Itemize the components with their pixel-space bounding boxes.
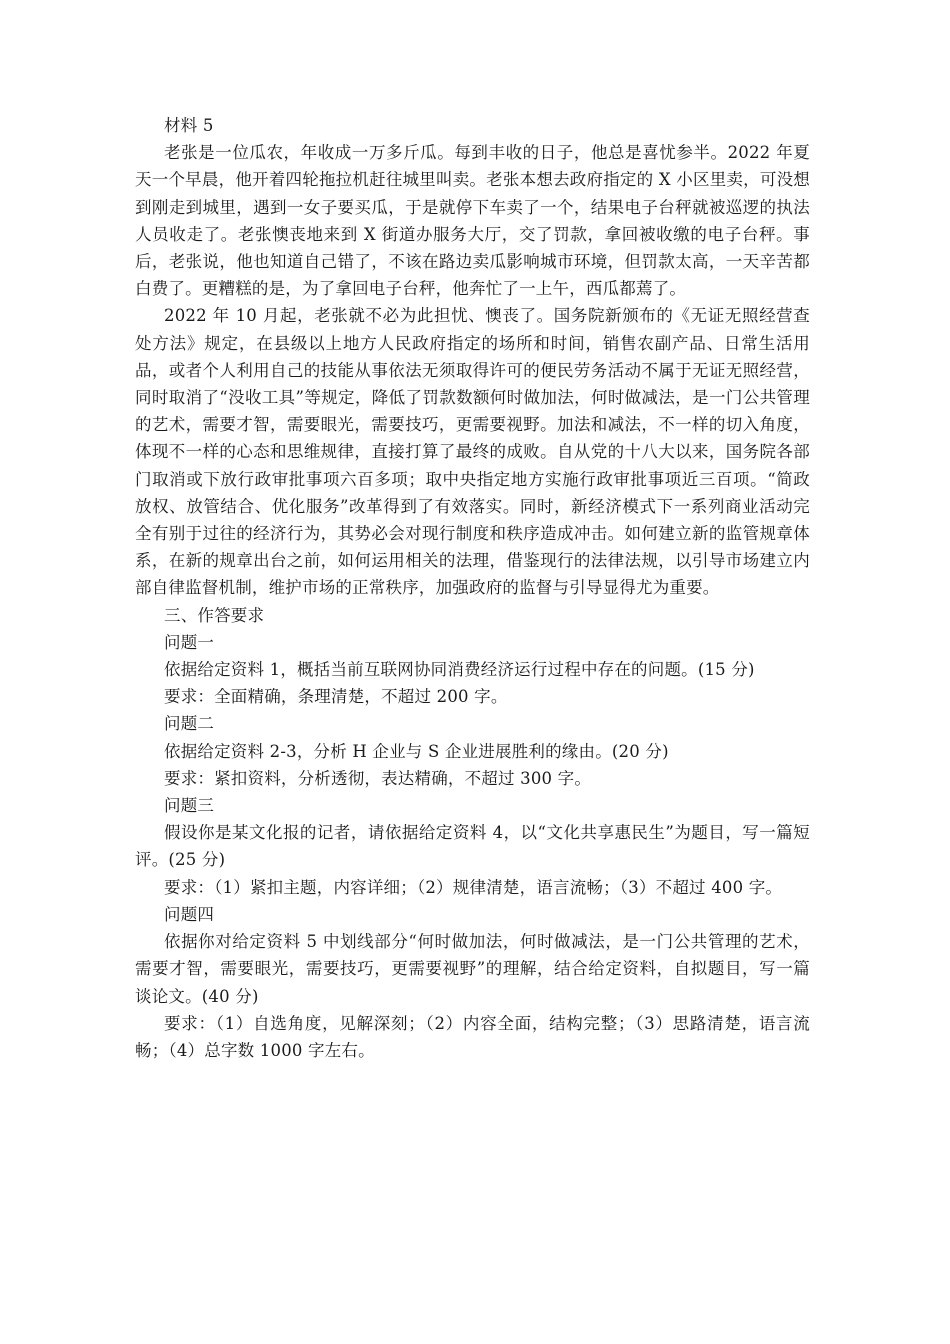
question-4-title: 问题四	[164, 904, 215, 924]
question-3-prompt: 假设你是某文化报的记者，请依据给定资料 4，以“文化共享惠民生”为题目，写一篇短评。(25 分)	[135, 823, 810, 870]
question-3-requirement: 要求：（1）紧扣主题，内容详细；（2）规律清楚，语言流畅；（3）不超过 400 字。	[164, 877, 783, 897]
question-4-prompt: 依据你对给定资料 5 中划线部分“何时做加法，何时做减法，是一门公共管理的艺术，需要才智，需要眼光，需要技巧，更需要视野”的理解，结合给定资料，自拟题目，写一篇谈论文。(40 分)	[135, 932, 810, 1006]
question-2-prompt: 依据给定资料 2-3，分析 H 企业与 S 企业进展胜利的缘由。(20 分)	[164, 741, 669, 761]
question-2-title: 问题二	[164, 714, 215, 734]
question-2-requirement: 要求：紧扣资料，分析透彻，表达精确，不超过 300 字。	[164, 768, 592, 788]
material-paragraph-2: 2022 年 10 月起，老张就不必为此担忧、懊丧了。国务院新颁布的《无证无照经营查处方法》规定，在县级以上地方人民政府指定的场所和时间，销售农副产品、日常生活用品，或者个人利用自己的技能从事依法无须取得许可的便民劳务活动不属于无证无照经营，同时取消了“没收工具”等规定，降低了罚款数额何时做加法，何时做减法，是一门公共管理的艺术，需要才智，需要眼光，需要技巧，更需要视野。加法和减法，不一样的切入角度，体现不一样的心态和思维规律，直接打算了最终的成败。自从党的十八大以来，国务院各部门取消或下放行政审批事项六百多项；取中央指定地方实施行政审批事项近三百项。“简政放权、放管结合、优化服务”改革得到了有效落实。同时，新经济模式下一系列商业活动完全有别于过往的经济行为，其势必会对现行制度和秩序造成冲击。如何建立新的监管规章体系，在新的规章出台之前，如何运用相关的法理，借鉴现行的法律法规，以引导市场建立内部自律监督机制，维护市场的正常秩序，加强政府的监督与引导显得尤为重要。	[135, 306, 810, 598]
question-1-prompt: 依据给定资料 1，概括当前互联网协同消费经济运行过程中存在的问题。(15 分)	[164, 660, 755, 680]
section-heading: 三、作答要求	[164, 605, 265, 625]
question-3-title: 问题三	[164, 796, 215, 816]
question-1-requirement: 要求：全面精确，条理清楚，不超过 200 字。	[164, 687, 508, 707]
question-1-title: 问题一	[164, 632, 215, 652]
document-page	[135, 112, 810, 1064]
material-paragraph-1: 老张是一位瓜农，年收成一万多斤瓜。每到丰收的日子，他总是喜忧参半。2022 年夏天一个早晨，他开着四轮拖拉机赶往城里叫卖。老张本想去政府指定的 X 小区里卖，可没想到刚走到城里，遇到一女子要买瓜，于是就停下车卖了一个，结果电子台秤就被巡逻的执法人员收走了。老张懊丧地来到 X 街道办服务大厅，交了罚款，拿回被收缴的电子台秤。事后，老张说，他也知道自己错了，不该在路边卖瓜影响城市环境，但罚款太高，一天辛苦都白费了。更糟糕的是，为了拿回电子台秤，他奔忙了一上午，西瓜都蔫了。	[135, 143, 810, 299]
question-4-requirement: 要求：（1）自选角度，见解深刻；（2）内容全面，结构完整；（3）思路清楚，语言流畅；（4）总字数 1000 字左右。	[135, 1013, 810, 1060]
material-heading: 材料 5	[164, 116, 214, 135]
